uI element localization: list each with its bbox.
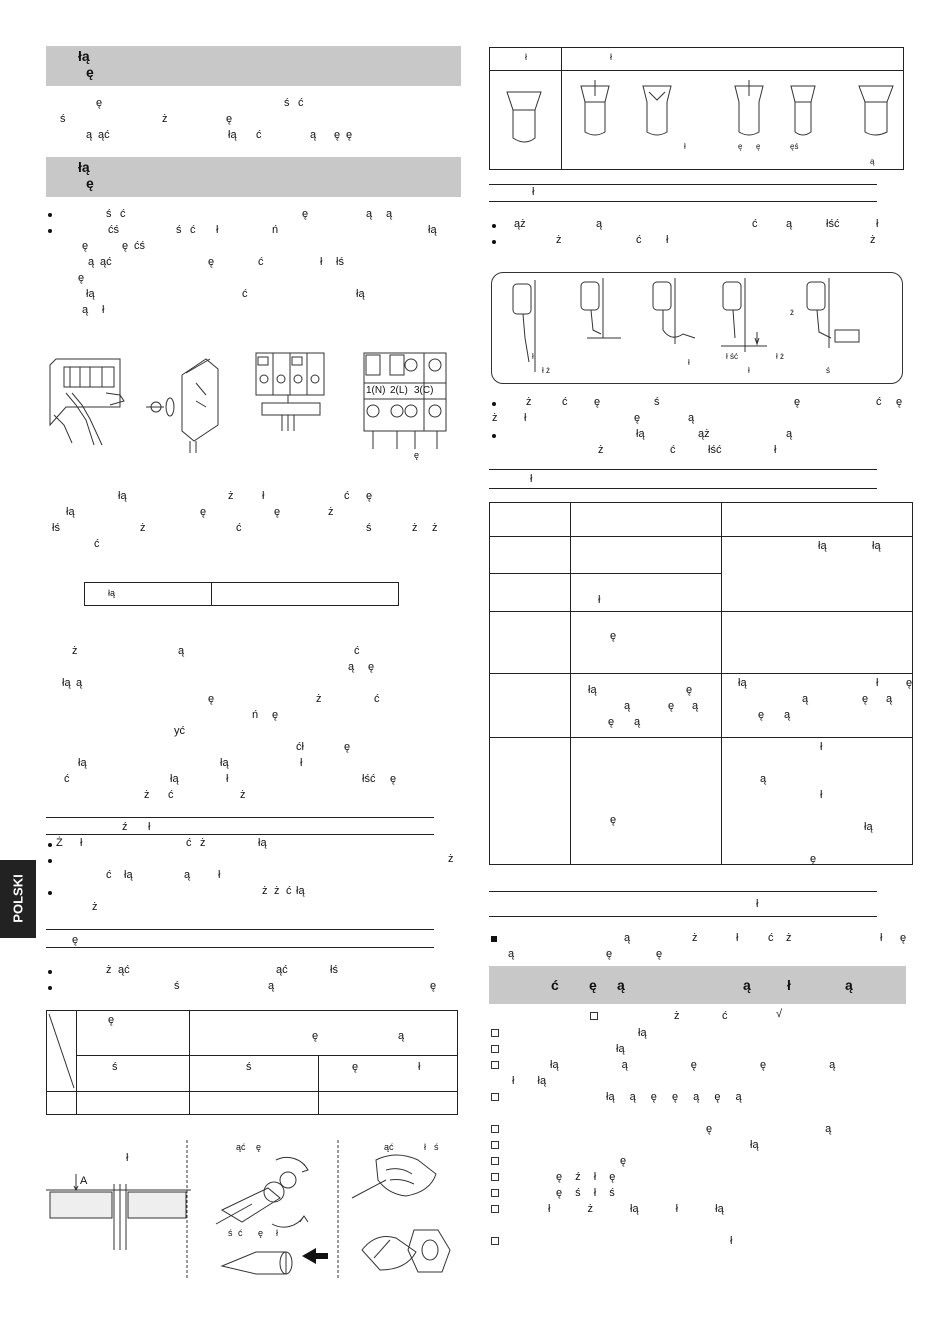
hand-tool-icon — [352, 1155, 450, 1272]
terminal-label-c: 3(C) — [414, 385, 434, 396]
drain-water-icon — [721, 278, 767, 352]
checkbox-5[interactable] — [491, 1125, 499, 1133]
checkbox-legend — [590, 1012, 598, 1020]
note-section-title: ł — [756, 898, 759, 910]
drain-wavy-icon — [653, 278, 695, 344]
checkbox-7[interactable] — [491, 1157, 499, 1165]
drain-upward-icon — [581, 278, 621, 338]
section-title-1: ź — [122, 821, 128, 833]
section-band-2: łą ę — [46, 157, 461, 197]
wiring-illustrations — [46, 345, 461, 455]
pipe-end-icon — [222, 1248, 328, 1274]
terminal-board-icon — [364, 353, 446, 449]
checkbox-1[interactable] — [491, 1029, 499, 1037]
flaring-illustrations — [46, 1140, 461, 1280]
section-band-1: łą ę — [46, 46, 461, 86]
flare-defect-icon-5 — [859, 86, 893, 135]
table-section-title: ł — [530, 473, 533, 485]
indoor-unit-icon — [50, 359, 124, 445]
drain-hose-illustrations — [491, 272, 901, 382]
pipe-cutter-icon — [216, 1157, 308, 1227]
flare-shapes — [489, 70, 904, 170]
terminal-label-n: 1(N) — [366, 385, 386, 396]
checkbox-10[interactable] — [491, 1205, 499, 1213]
flare-defect-icon-2 — [643, 86, 671, 135]
checkbox-3[interactable] — [491, 1061, 499, 1069]
checklist-band: ć ę ą ą ł ą — [489, 966, 906, 1004]
checkbox-2[interactable] — [491, 1045, 499, 1053]
terminal-label-l: 2(L) — [390, 385, 408, 396]
section-title-2: ę — [72, 934, 79, 946]
checkbox-8[interactable] — [491, 1173, 499, 1181]
terminal-screw-icon — [146, 359, 218, 453]
checkbox-4[interactable] — [491, 1093, 499, 1101]
drain-gap-icon — [807, 278, 859, 348]
flare-defect-icon-1 — [581, 80, 609, 135]
drain-section-title: ł — [532, 186, 535, 198]
language-tab: POLSKI — [0, 860, 36, 938]
pipe-cross-section-icon — [46, 1174, 191, 1250]
flare-correct-icon — [507, 92, 541, 142]
terminal-block-icon — [256, 353, 324, 431]
checkbox-11[interactable] — [491, 1237, 499, 1245]
checkbox-6[interactable] — [491, 1141, 499, 1149]
flare-defect-icon-4 — [791, 86, 815, 135]
terminal-caption: ę — [414, 450, 420, 460]
checkbox-9[interactable] — [491, 1189, 499, 1197]
flare-defect-icon-3 — [735, 80, 763, 135]
